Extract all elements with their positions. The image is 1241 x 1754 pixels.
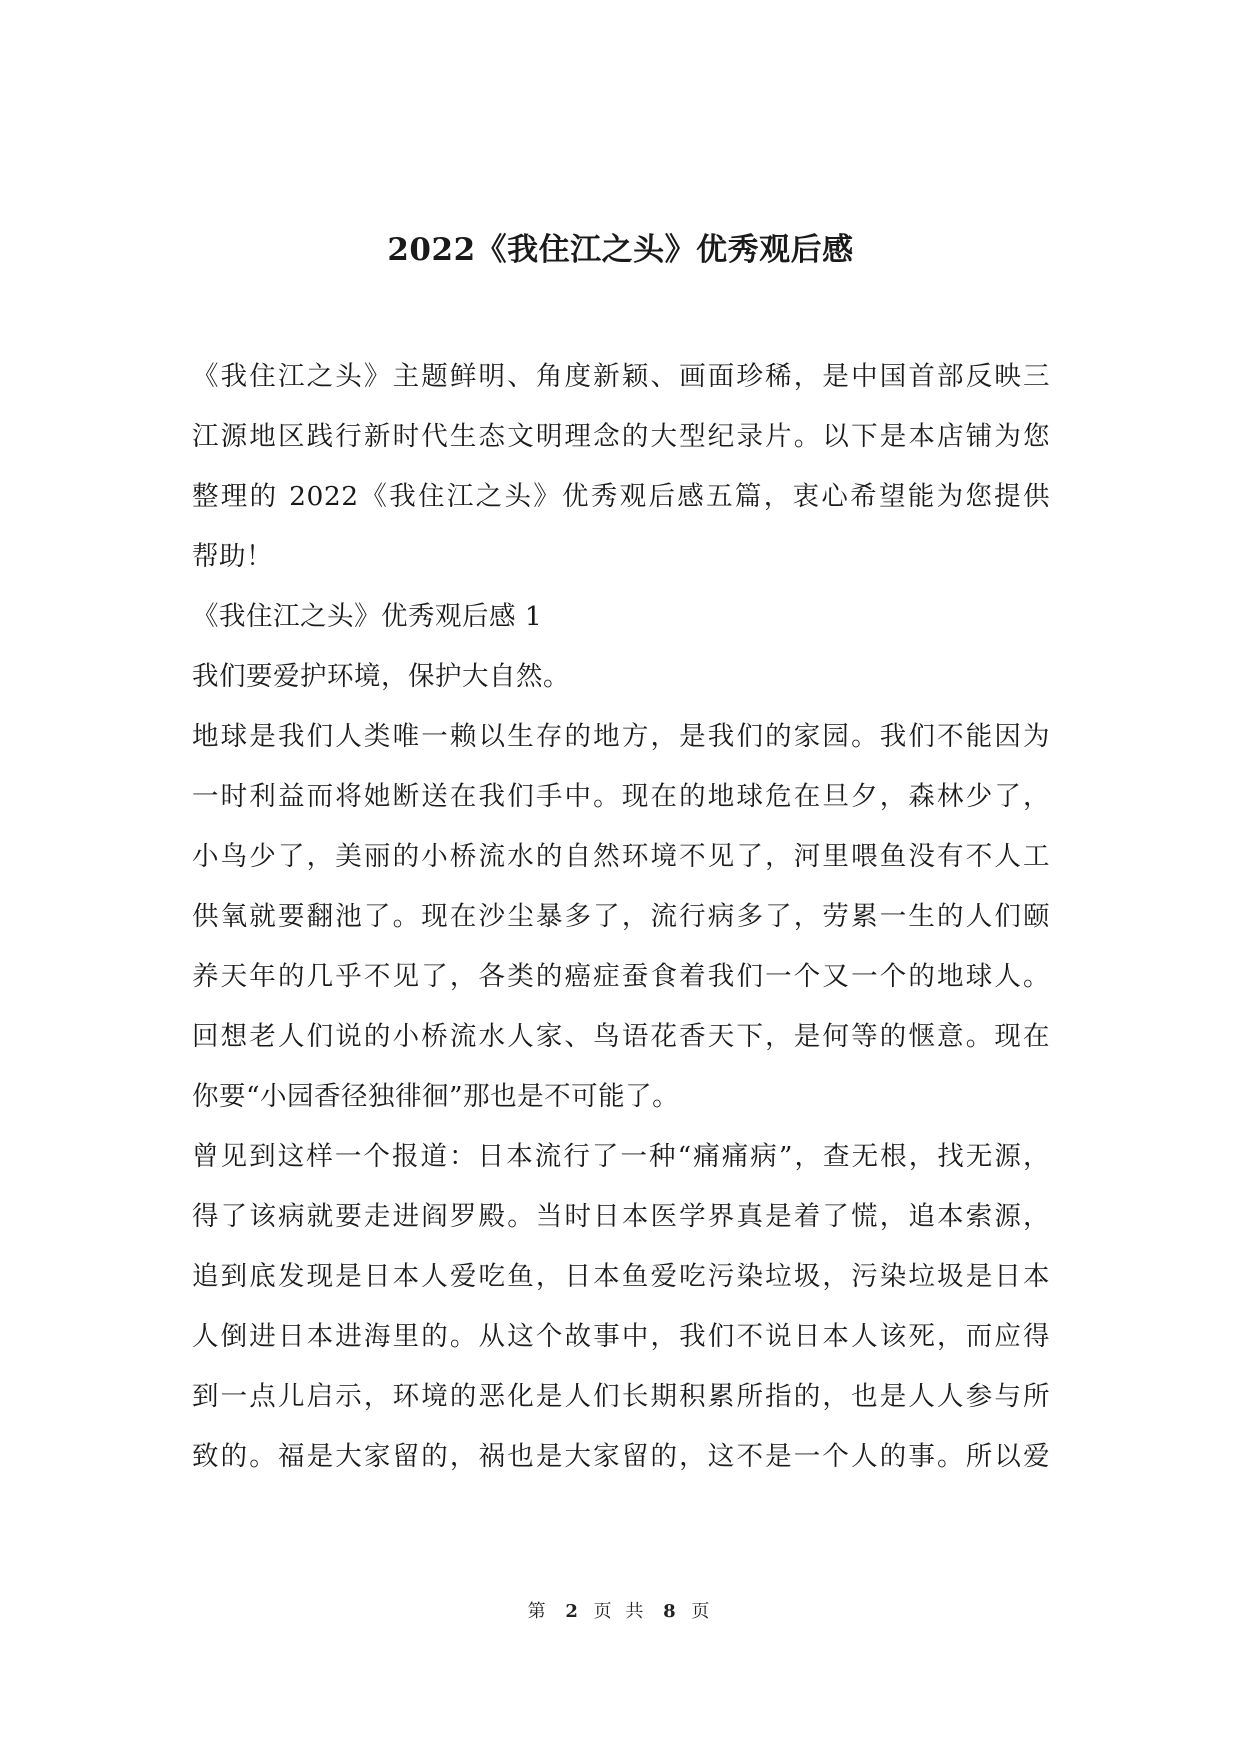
text-line: 整理的 2022《我住江之头》优秀观后感五篇，衷心希望能为您提供 bbox=[192, 481, 1050, 512]
footer-middle: 页 共 bbox=[593, 1601, 648, 1622]
footer-total-pages: 8 bbox=[663, 1601, 676, 1622]
text-line: 《我住江之头》优秀观后感 1 bbox=[192, 601, 543, 632]
text-line: 人倒进日本进海里的。从这个故事中，我们不说日本人该死，而应得 bbox=[192, 1321, 1050, 1352]
text-line: 得了该病就要走进阎罗殿。当时日本医学界真是着了慌，追本索源， bbox=[192, 1201, 1050, 1232]
footer-current-page: 2 bbox=[565, 1601, 578, 1622]
text-line: 回想老人们说的小桥流水人家、鸟语花香天下，是何等的惬意。现在 bbox=[192, 1021, 1050, 1052]
text-line: 地球是我们人类唯一赖以生存的地方，是我们的家园。我们不能因为 bbox=[192, 721, 1050, 752]
footer-prefix: 第 bbox=[527, 1601, 550, 1622]
text-line: 你要“小园香径独徘徊”那也是不可能了。 bbox=[192, 1081, 680, 1112]
document-title: 2022《我住江之头》优秀观后感 bbox=[387, 232, 854, 268]
text-line: 我们要爱护环境，保护大自然。 bbox=[192, 661, 570, 692]
footer-suffix: 页 bbox=[691, 1601, 714, 1622]
text-line: 致的。福是大家留的，祸也是大家留的，这不是一个人的事。所以爱 bbox=[192, 1441, 1050, 1472]
text-line: 《我住江之头》主题鲜明、角度新颖、画面珍稀，是中国首部反映三 bbox=[192, 361, 1050, 392]
text-line: 帮助！ bbox=[192, 541, 273, 572]
text-line: 到一点儿启示，环境的恶化是人们长期积累所指的，也是人人参与所 bbox=[192, 1381, 1050, 1412]
text-line: 追到底发现是日本人爱吃鱼，日本鱼爱吃污染垃圾，污染垃圾是日本 bbox=[192, 1261, 1050, 1292]
page-footer bbox=[0, 1597, 1241, 1623]
document-body bbox=[192, 353, 1050, 1493]
text-line: 养天年的几乎不见了，各类的癌症蚕食着我们一个又一个的地球人。 bbox=[192, 961, 1050, 992]
text-line: 一时利益而将她断送在我们手中。现在的地球危在旦夕，森林少了， bbox=[192, 781, 1050, 812]
text-line: 曾见到这样一个报道：日本流行了一种“痛痛病”，查无根，找无源， bbox=[192, 1141, 1050, 1172]
text-line: 小鸟少了，美丽的小桥流水的自然环境不见了，河里喂鱼没有不人工 bbox=[192, 841, 1050, 872]
text-line: 江源地区践行新时代生态文明理念的大型纪录片。以下是本店铺为您 bbox=[192, 421, 1050, 452]
text-line: 供氧就要翻池了。现在沙尘暴多了，流行病多了，劳累一生的人们颐 bbox=[192, 901, 1050, 932]
